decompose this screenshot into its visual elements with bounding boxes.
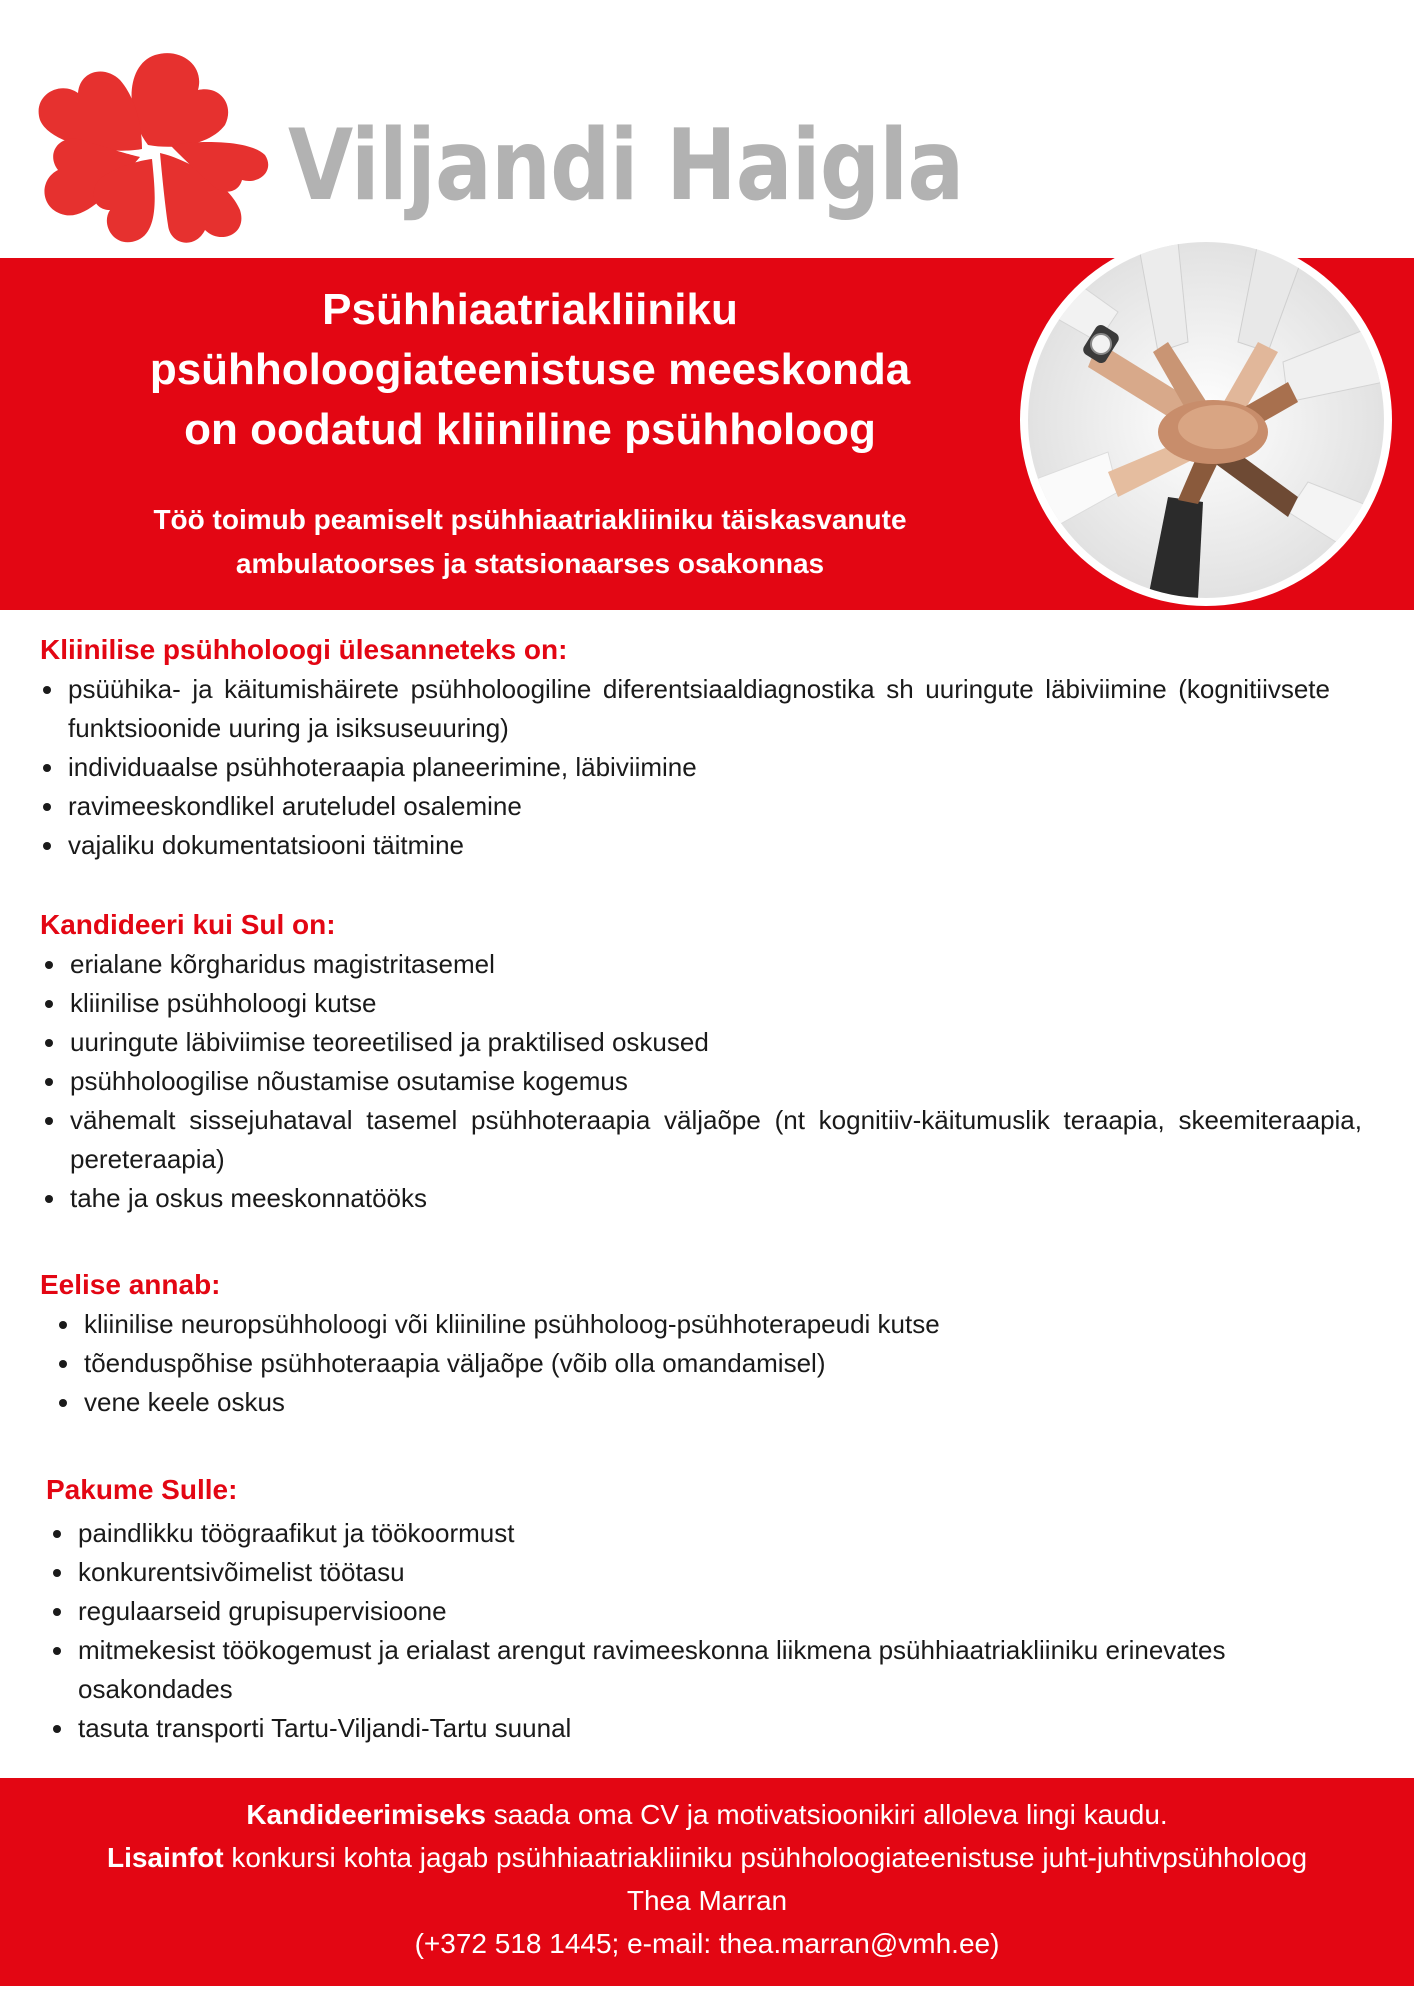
footer-text-span: saada oma CV ja motivatsioonikiri alloleva lingi kaudu. — [485, 1799, 1168, 1830]
section-tasks — [40, 630, 1380, 865]
footer-bold: Lisainfot — [106, 1842, 224, 1873]
requirements-list — [42, 945, 1362, 1218]
list-item: erialane kõrgharidus magistritasemel — [42, 945, 1362, 984]
banner-title-line: on oodatud kliiniline psühholoog — [184, 405, 876, 454]
section-heading: Eelise annab: — [40, 1269, 221, 1300]
footer-bold: Kandideerimiseks — [246, 1799, 486, 1830]
logo-text: Viljandi Haigla — [288, 109, 964, 223]
list-item: tasuta transporti Tartu-Viljandi-Tartu suunal — [50, 1709, 1250, 1748]
list-item: regulaarseid grupisupervisioone — [50, 1592, 1250, 1631]
list-item: ravimeeskondlikel aruteludel osalemine — [40, 787, 1330, 826]
list-item: tõenduspõhise psühhoteraapia väljaõpe (võib olla omandamisel) — [56, 1344, 1356, 1383]
list-item: vene keele oskus — [56, 1383, 1356, 1422]
list-item: individuaalse psühhoteraapia planeerimine, läbiviimine — [40, 748, 1330, 787]
footer-line-info — [100, 1836, 1314, 1922]
list-item: psühholoogilise nõustamise osutamise kogemus — [42, 1062, 1362, 1101]
footer-line-contact: (+372 518 1445; e-mail: thea.marran@vmh.ee) — [414, 1928, 1000, 1959]
stacked-hands-illustration — [1028, 242, 1384, 598]
list-item: konkurentsivõimelist töötasu — [50, 1553, 1250, 1592]
red-clover-heart-icon — [30, 45, 280, 245]
list-item: kliinilise neuropsühholoogi või kliiniline psühholoog-psühhoterapeudi kutse — [56, 1305, 1356, 1344]
banner-subtitle — [40, 498, 1020, 586]
list-item: uuringute läbiviimise teoreetilised ja praktilised oskused — [42, 1023, 1362, 1062]
footer-text — [100, 1793, 1314, 1965]
banner-subtitle-line: ambulatoorses ja statsionaarses osakonnas — [235, 548, 825, 579]
offer-list — [50, 1514, 1250, 1748]
banner-subtitle-line: Töö toimub peamiselt psühhiaatriakliiniku täiskasvanute — [153, 504, 907, 535]
list-item: kliinilise psühholoogi kutse — [42, 984, 1362, 1023]
list-item: vajaliku dokumentatsiooni täitmine — [40, 826, 1330, 865]
banner-title-line: psühholoogiateenistuse meeskonda — [149, 345, 911, 394]
footer-text-span: konkursi kohta jagab psühhiaatriakliiniku psühholoogiateenistuse juht-juhtivpsühholoog Thea Marran — [223, 1842, 1308, 1916]
list-item: vähemalt sissejuhataval tasemel psühhoteraapia väljaõpe (nt kognitiiv-käitumuslik teraapia, skeemiteraapia, pereteraapia) — [42, 1101, 1362, 1179]
section-advantages — [40, 1265, 1380, 1422]
section-offer — [46, 1470, 1386, 1748]
contact-footer — [0, 1778, 1414, 1986]
stacked-hands-teamwork-photo — [1028, 242, 1384, 598]
banner-title — [40, 280, 1020, 460]
section-heading: Pakume Sulle: — [46, 1474, 238, 1505]
list-item: paindlikku töögraafikut ja töökoormust — [50, 1514, 1250, 1553]
footer-line-apply — [100, 1793, 1314, 1836]
list-item: mitmekesist töökogemust ja erialast arengut ravimeeskonna liikmena psühhiaatriakliiniku erinevates osakondades — [50, 1631, 1250, 1709]
section-heading: Kandideeri kui Sul on: — [40, 909, 336, 940]
logo — [30, 45, 964, 245]
tasks-list — [40, 670, 1330, 865]
advantages-list — [56, 1305, 1356, 1422]
banner-title-line: Psühhiaatriakliiniku — [322, 285, 738, 334]
list-item: tahe ja oskus meeskonnatööks — [42, 1179, 1362, 1218]
list-item: psüühika- ja käitumishäirete psühholoogiline diferentsiaaldiagnostika sh uuringute läbiviimine (kognitiivsete funktsioonide uuring ja isiksuseuuring) — [40, 670, 1330, 748]
section-heading: Kliinilise psühholoogi ülesanneteks on: — [40, 634, 568, 665]
section-requirements — [40, 905, 1380, 1218]
